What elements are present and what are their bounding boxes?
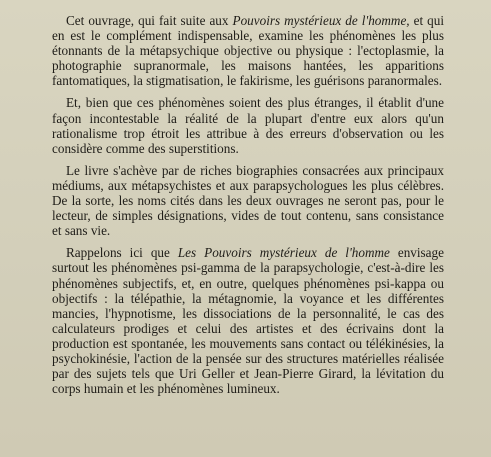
paragraph-4 bbox=[52, 245, 444, 396]
paragraph-1-text-a: Cet ouvrage, qui fait suite aux bbox=[66, 13, 233, 28]
paragraph-4-book-title: Les Pouvoirs mystérieux de l'homme bbox=[177, 245, 390, 261]
paragraph-2-text: Et, bien que ces phénomènes soient des plus étranges, il établit d'une façon incontestable la réalité de la plupart d'entre eux alors qu'un rationalisme trop étroit les attribue à des erreurs d'observation ou les considère comme des superstitions. bbox=[52, 95, 444, 156]
paragraph-3-text: Le livre s'achève par de riches biographies consacrées aux principaux médiums, aux métapsychistes et aux parapsychologues les plus célèbres. De la sorte, les noms cités dans les deux ouvrages ne seront pas, pour le lecteur, de simples désignations, vides de tout contenu, sans consistance et sans vie. bbox=[52, 162, 444, 239]
paragraph-3 bbox=[52, 163, 444, 238]
paragraph-4-text-a: Rappelons ici que bbox=[66, 245, 178, 261]
paragraph-1-book-title: Pouvoirs mystérieux de l'homme, bbox=[232, 13, 410, 28]
body-text bbox=[52, 13, 444, 396]
paragraph-2 bbox=[52, 95, 444, 155]
paragraph-4-text-b: envisage surtout les phénomènes psi-gamma de la parapsychologie, c'est-à-dire les phénomènes subjectifs, et, en outre, quelques phénomènes psi-kappa ou objectifs : la télépathie, la métagnomie, la voyance et les différentes mancies, l'hypnotisme, les dissociations de la personnalité, le cas des calculateurs prodiges et celui des artistes et des écrivains dont la production est spontanée, les mouvements sans contact ou télékinésies, la psychokinésie, l'action de la pensée sur des structures matérielles réalisée par des sujets tels que Uri Geller et Jean-Pierre Girard, la lévitation du corps humain et les phénomènes lumineux. bbox=[52, 245, 444, 397]
paragraph-1 bbox=[52, 13, 444, 88]
paragraph-1-text-b: et qui en est le complément indispensable, examine les phénomènes les plus étonnants de la métapsychique objective ou physique : l'ectoplasmie, la photographie supranormale, les maisons hantées, les apparitions fantomatiques, la stigmatisation, le fakirisme, les guérisons paranormales. bbox=[52, 13, 444, 89]
